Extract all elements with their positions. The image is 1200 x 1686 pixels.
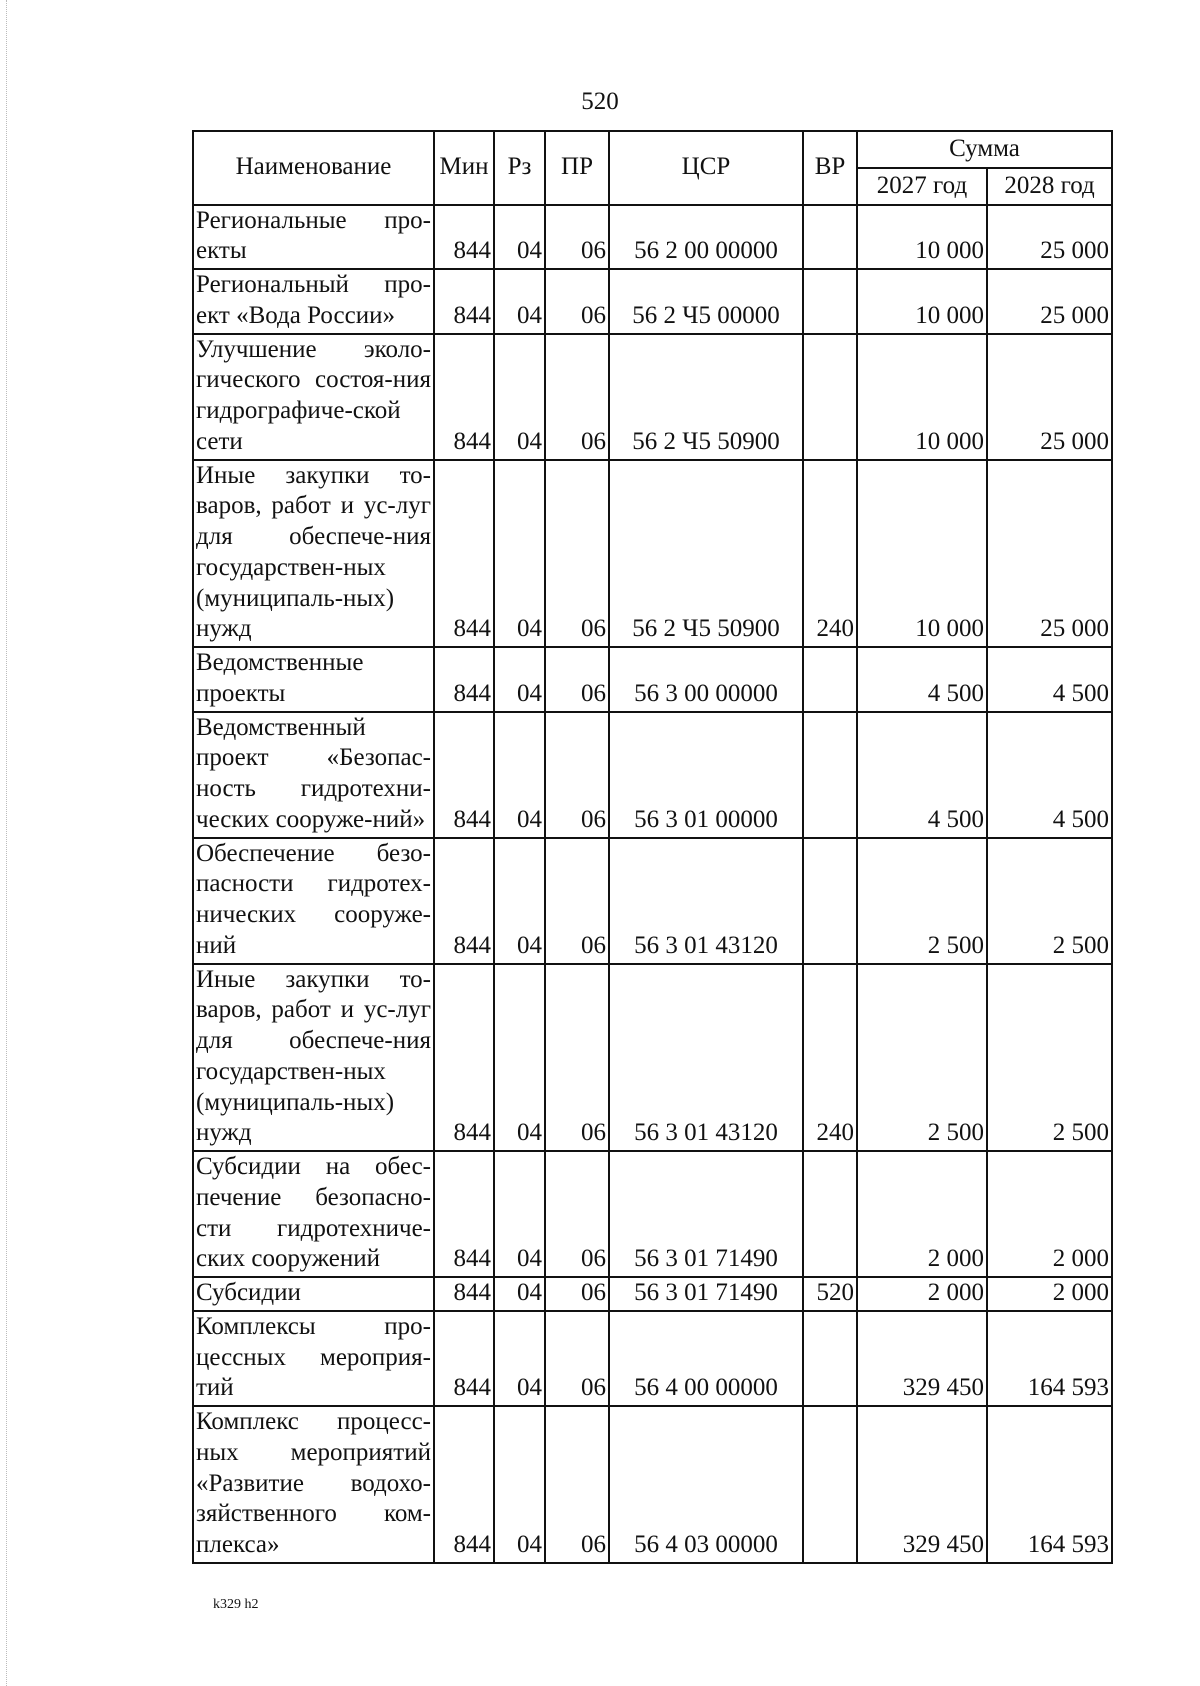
cell-name: Иные закупки то-варов, работ и ус-луг для обеспече-ния государствен-ных (муниципаль-ных) нужд — [193, 964, 434, 1152]
cell-vr — [803, 712, 857, 838]
cell-sum-2028: 164 593 — [987, 1406, 1112, 1563]
cell-pr: 06 — [545, 1151, 609, 1277]
cell-sum-2028: 164 593 — [987, 1311, 1112, 1406]
header-year-2028: 2028 год — [987, 168, 1112, 205]
table-row — [193, 334, 1112, 460]
header-pr: ПР — [545, 131, 609, 205]
cell-pr: 06 — [545, 838, 609, 964]
cell-rz: 04 — [494, 460, 545, 648]
cell-pr: 06 — [545, 205, 609, 270]
table-row — [193, 1277, 1112, 1311]
cell-vr — [803, 1311, 857, 1406]
table-row — [193, 838, 1112, 964]
cell-vr — [803, 1151, 857, 1277]
cell-sum-2028: 4 500 — [987, 712, 1112, 838]
page-number: 520 — [581, 88, 619, 115]
cell-vr — [803, 838, 857, 964]
cell-vr: 240 — [803, 964, 857, 1152]
cell-sum-2028: 2 500 — [987, 838, 1112, 964]
cell-csr: 56 3 01 43120 — [609, 838, 803, 964]
cell-name: Иные закупки то-варов, работ и ус-луг для обеспече-ния государствен-ных (муниципаль-ных) нужд — [193, 460, 434, 648]
cell-rz: 04 — [494, 1277, 545, 1311]
table-row — [193, 712, 1112, 838]
cell-min: 844 — [434, 205, 494, 270]
header-row-1 — [193, 131, 1112, 168]
table-row — [193, 205, 1112, 270]
table-row — [193, 269, 1112, 334]
cell-name: Субсидии на обес-печение безопасно-сти гидротехниче-ских сооружений — [193, 1151, 434, 1277]
cell-csr: 56 3 01 71490 — [609, 1277, 803, 1311]
cell-rz: 04 — [494, 269, 545, 334]
cell-min: 844 — [434, 1406, 494, 1563]
cell-rz: 04 — [494, 205, 545, 270]
cell-rz: 04 — [494, 838, 545, 964]
cell-name: Обеспечение безо-пасности гидротех-нических сооруже-ний — [193, 838, 434, 964]
header-vr: ВР — [803, 131, 857, 205]
cell-min: 844 — [434, 647, 494, 712]
cell-sum-2027: 329 450 — [857, 1311, 987, 1406]
cell-rz: 04 — [494, 647, 545, 712]
table-body — [193, 205, 1112, 1563]
header-min: Мин — [434, 131, 494, 205]
cell-csr: 56 3 00 00000 — [609, 647, 803, 712]
cell-sum-2028: 2 500 — [987, 964, 1112, 1152]
cell-name: Ведомственные проекты — [193, 647, 434, 712]
table-row — [193, 460, 1112, 648]
cell-csr: 56 3 01 00000 — [609, 712, 803, 838]
table-row — [193, 964, 1112, 1152]
cell-pr: 06 — [545, 712, 609, 838]
cell-csr: 56 4 03 00000 — [609, 1406, 803, 1563]
cell-csr: 56 3 01 43120 — [609, 964, 803, 1152]
cell-min: 844 — [434, 460, 494, 648]
cell-sum-2027: 10 000 — [857, 205, 987, 270]
cell-name: Субсидии — [193, 1277, 434, 1311]
cell-sum-2027: 2 000 — [857, 1151, 987, 1277]
cell-rz: 04 — [494, 1311, 545, 1406]
table-row — [193, 1151, 1112, 1277]
cell-sum-2027: 10 000 — [857, 460, 987, 648]
cell-sum-2028: 4 500 — [987, 647, 1112, 712]
cell-name: Комплекс процесс-ных мероприятий «Развитие водохо-зяйственного ком-плекса» — [193, 1406, 434, 1563]
header-sum: Сумма — [857, 131, 1112, 168]
cell-name: Улучшение эколо-гического состоя-ния гидрографиче-ской сети — [193, 334, 434, 460]
cell-vr — [803, 269, 857, 334]
cell-csr: 56 2 Ч5 50900 — [609, 334, 803, 460]
cell-vr — [803, 205, 857, 270]
table-row — [193, 1311, 1112, 1406]
cell-pr: 06 — [545, 1311, 609, 1406]
header-rz: Рз — [494, 131, 545, 205]
cell-sum-2027: 2 500 — [857, 964, 987, 1152]
cell-sum-2027: 10 000 — [857, 269, 987, 334]
cell-min: 844 — [434, 269, 494, 334]
cell-sum-2027: 2 500 — [857, 838, 987, 964]
cell-rz: 04 — [494, 712, 545, 838]
cell-min: 844 — [434, 1277, 494, 1311]
footer-code: k329 h2 — [213, 1597, 259, 1612]
cell-sum-2027: 4 500 — [857, 712, 987, 838]
cell-csr: 56 2 Ч5 50900 — [609, 460, 803, 648]
cell-rz: 04 — [494, 1406, 545, 1563]
cell-sum-2027: 329 450 — [857, 1406, 987, 1563]
header-year-2027: 2027 год — [857, 168, 987, 205]
cell-sum-2028: 25 000 — [987, 334, 1112, 460]
cell-min: 844 — [434, 1311, 494, 1406]
cell-pr: 06 — [545, 334, 609, 460]
cell-pr: 06 — [545, 269, 609, 334]
cell-vr — [803, 1406, 857, 1563]
cell-sum-2028: 2 000 — [987, 1151, 1112, 1277]
cell-sum-2028: 2 000 — [987, 1277, 1112, 1311]
cell-sum-2028: 25 000 — [987, 205, 1112, 270]
header-csr: ЦСР — [609, 131, 803, 205]
cell-name: Комплексы про-цессных мероприя-тий — [193, 1311, 434, 1406]
cell-rz: 04 — [494, 1151, 545, 1277]
budget-table — [192, 130, 1113, 1564]
cell-vr — [803, 647, 857, 712]
cell-min: 844 — [434, 964, 494, 1152]
cell-min: 844 — [434, 838, 494, 964]
cell-min: 844 — [434, 334, 494, 460]
cell-pr: 06 — [545, 1277, 609, 1311]
cell-vr: 520 — [803, 1277, 857, 1311]
cell-pr: 06 — [545, 1406, 609, 1563]
cell-sum-2028: 25 000 — [987, 269, 1112, 334]
cell-min: 844 — [434, 1151, 494, 1277]
cell-pr: 06 — [545, 460, 609, 648]
scan-margin-line — [6, 0, 8, 1686]
cell-csr: 56 4 00 00000 — [609, 1311, 803, 1406]
cell-csr: 56 2 Ч5 00000 — [609, 269, 803, 334]
cell-name: Региональные про-екты — [193, 205, 434, 270]
cell-csr: 56 2 00 00000 — [609, 205, 803, 270]
cell-sum-2027: 10 000 — [857, 334, 987, 460]
cell-sum-2027: 4 500 — [857, 647, 987, 712]
cell-rz: 04 — [494, 964, 545, 1152]
cell-name: Ведомственный проект «Безопас-ность гидротехни-ческих сооруже-ний» — [193, 712, 434, 838]
cell-min: 844 — [434, 712, 494, 838]
cell-vr — [803, 334, 857, 460]
cell-rz: 04 — [494, 334, 545, 460]
cell-pr: 06 — [545, 647, 609, 712]
header-name: Наименование — [193, 131, 434, 205]
cell-name: Региональный про-ект «Вода России» — [193, 269, 434, 334]
cell-sum-2027: 2 000 — [857, 1277, 987, 1311]
cell-sum-2028: 25 000 — [987, 460, 1112, 648]
table-row — [193, 1406, 1112, 1563]
table-row — [193, 647, 1112, 712]
cell-csr: 56 3 01 71490 — [609, 1151, 803, 1277]
cell-pr: 06 — [545, 964, 609, 1152]
cell-vr: 240 — [803, 460, 857, 648]
